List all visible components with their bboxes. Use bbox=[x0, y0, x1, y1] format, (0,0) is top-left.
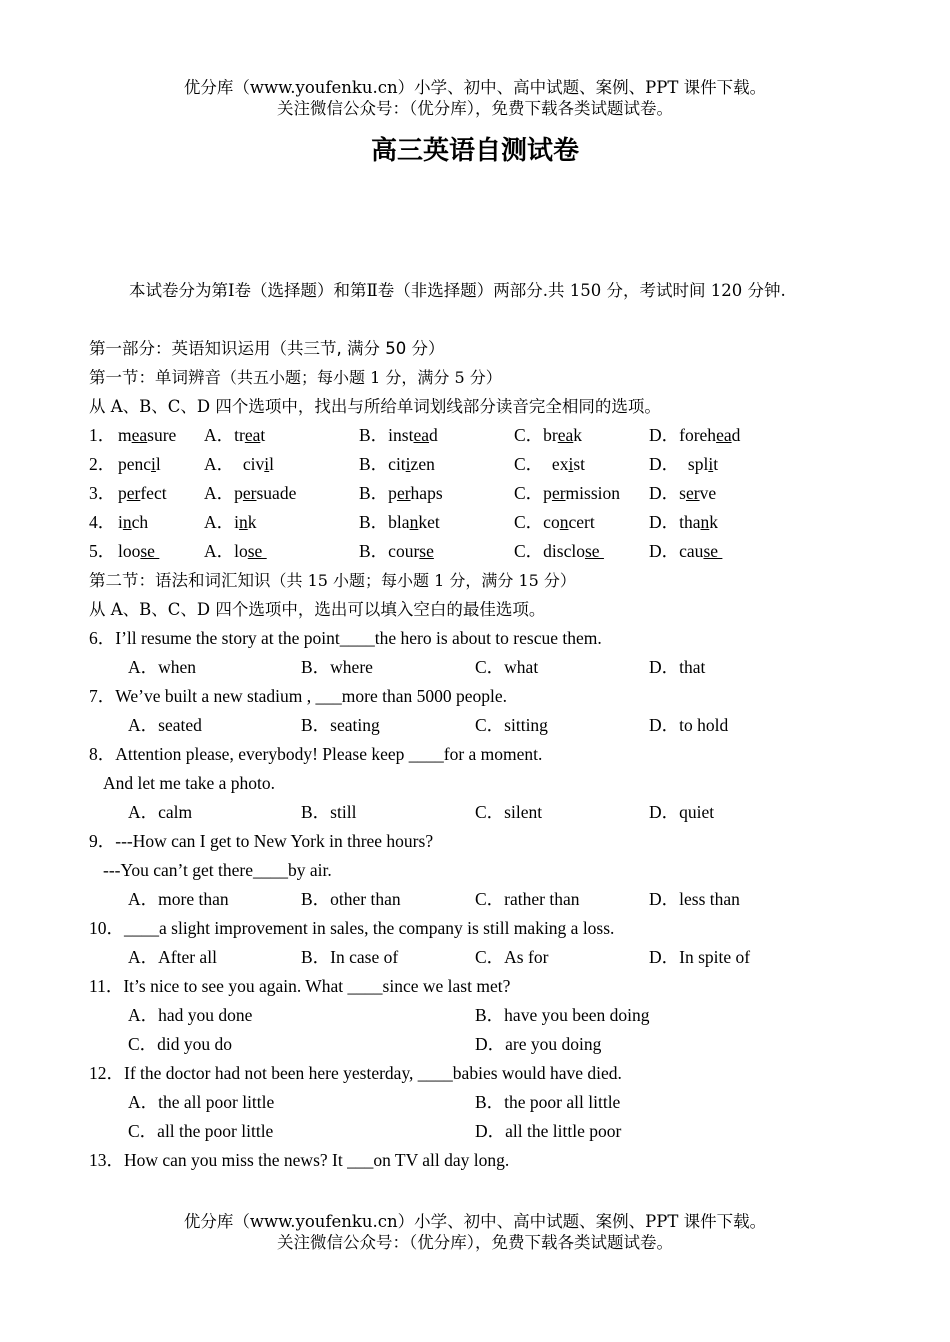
option-c: C．disclose bbox=[514, 541, 604, 561]
section1-detail: （共五小题；每小题 1 分，满分 5 分） bbox=[221, 368, 502, 387]
option-b: B．the poor all little bbox=[475, 1092, 621, 1112]
option-c: C．silent bbox=[475, 802, 543, 822]
option-c: C．all the poor little bbox=[128, 1121, 274, 1141]
question-stem: 12．If the doctor had not been here yesterday, ____babies would have died. bbox=[89, 1063, 622, 1083]
question-number: 2． bbox=[89, 454, 116, 474]
underlined-segment: ea bbox=[557, 425, 574, 445]
phonetics-questions bbox=[89, 421, 869, 566]
section2-title: 第二节：语法和词汇知识 bbox=[89, 571, 271, 590]
underlined-segment: n bbox=[700, 512, 710, 532]
option-a: A．lose bbox=[204, 541, 267, 561]
option-a: A．calm bbox=[128, 802, 193, 822]
question-stem-continued: ---You can’t get there____by air. bbox=[103, 860, 332, 880]
option-b: B．still bbox=[301, 802, 357, 822]
option-c: C．what bbox=[475, 657, 539, 677]
underlined-segment: n bbox=[409, 512, 419, 532]
option-a: A．more than bbox=[128, 889, 229, 909]
page-title: 高三英语自测试卷 bbox=[370, 136, 579, 166]
option-b: B．citizen bbox=[359, 454, 435, 474]
option-d: D．to hold bbox=[649, 715, 729, 735]
question-stem: 13．How can you miss the news? It ___on TV all day long. bbox=[89, 1150, 510, 1170]
underlined-segment: er bbox=[242, 483, 257, 503]
question-options-row2 bbox=[89, 1117, 869, 1146]
question-number: 1． bbox=[89, 425, 116, 445]
option-b: B．seating bbox=[301, 715, 380, 735]
option-b: B．In case of bbox=[301, 947, 399, 967]
underlined-segment: i bbox=[405, 454, 411, 474]
option-a: A．ink bbox=[204, 512, 257, 532]
question-word: perfect bbox=[118, 483, 167, 503]
exam-intro: 本试卷分为第Ⅰ卷（选择题）和第Ⅱ卷（非选择题）两部分.共 150 分，考试时间 120 分钟. bbox=[129, 281, 786, 300]
option-d: D．that bbox=[649, 657, 706, 677]
option-a: A．when bbox=[128, 657, 197, 677]
question-stem: 8．Attention please, everybody! Please keep ____for a moment. bbox=[89, 744, 543, 764]
question-stem-continued: And let me take a photo. bbox=[103, 773, 276, 793]
question-options-row1 bbox=[89, 1088, 869, 1117]
part1-heading: 第一部分：英语知识运用（共三节, 满分 50 分） bbox=[89, 339, 445, 358]
underlined-segment: n bbox=[122, 512, 132, 532]
option-d: D．serve bbox=[649, 483, 717, 503]
underlined-segment: ea bbox=[244, 425, 261, 445]
option-c: C．As for bbox=[475, 947, 549, 967]
section1-title: 第一节：单词辨音 bbox=[89, 368, 221, 387]
underlined-segment: se bbox=[247, 541, 267, 561]
option-d: D．thank bbox=[649, 512, 719, 532]
underlined-segment: ea bbox=[131, 425, 148, 445]
section1-heading bbox=[89, 363, 869, 392]
option-c: C． exist bbox=[514, 454, 586, 474]
option-b: B．blanket bbox=[359, 512, 440, 532]
underlined-segment: n bbox=[559, 512, 569, 532]
section2-heading bbox=[89, 566, 869, 595]
question-options bbox=[89, 653, 869, 682]
underlined-segment: n bbox=[239, 512, 248, 532]
option-a: A．the all poor little bbox=[128, 1092, 275, 1112]
question-stem: 10．____a slight improvement in sales, the company is still making a loss. bbox=[89, 918, 615, 938]
site-header-line2: 关注微信公众号：（优分库），免费下载各类试题试卷。 bbox=[277, 99, 673, 118]
option-d: D．quiet bbox=[649, 802, 715, 822]
option-a: A． civil bbox=[204, 454, 275, 474]
underlined-segment: er bbox=[396, 483, 411, 503]
question-number: 3． bbox=[89, 483, 116, 503]
phonetics-question-5 bbox=[89, 537, 869, 566]
question-options bbox=[89, 798, 869, 827]
option-c: C．sitting bbox=[475, 715, 548, 735]
question-word: loose bbox=[118, 541, 160, 561]
option-a: A．After all bbox=[128, 947, 217, 967]
underlined-segment: er bbox=[551, 483, 566, 503]
underlined-segment: ea bbox=[413, 425, 430, 445]
underlined-segment: se bbox=[419, 541, 434, 561]
question-stem: 6．I’ll resume the story at the point____the hero is about to rescue them. bbox=[89, 628, 602, 648]
option-c: C．rather than bbox=[475, 889, 580, 909]
option-b: B．where bbox=[301, 657, 373, 677]
underlined-segment: i bbox=[708, 454, 714, 474]
section2-instruction: 从 A、B、C、D 四个选项中，选出可以填入空白的最佳选项。 bbox=[89, 600, 546, 619]
question-number: 5． bbox=[89, 541, 116, 561]
exam-content bbox=[89, 276, 869, 1175]
option-d: D． split bbox=[649, 454, 719, 474]
underlined-segment: er bbox=[685, 483, 700, 503]
question-stem: 7．We’ve built a new stadium , ___more than 5000 people. bbox=[89, 686, 508, 706]
option-d: D．are you doing bbox=[475, 1034, 602, 1054]
phonetics-question-4 bbox=[89, 508, 869, 537]
option-d: D．In spite of bbox=[649, 947, 751, 967]
option-b: B．other than bbox=[301, 889, 401, 909]
option-b: B．course bbox=[359, 541, 434, 561]
site-header-line1: 优分库（www.youfenku.cn）小学、初中、高中试题、案例、PPT 课件下载。 bbox=[183, 78, 767, 97]
underlined-segment: i bbox=[264, 454, 270, 474]
question-word: pencil bbox=[118, 454, 161, 474]
question-options bbox=[89, 885, 869, 914]
underlined-segment: se bbox=[703, 541, 723, 561]
question-word: measure bbox=[118, 425, 177, 445]
option-b: B．have you been doing bbox=[475, 1005, 650, 1025]
option-a: A．seated bbox=[128, 715, 202, 735]
section2-detail: （共 15 小题；每小题 1 分，满分 15 分） bbox=[270, 571, 576, 590]
option-c: C．permission bbox=[514, 483, 621, 503]
phonetics-question-1 bbox=[89, 421, 869, 450]
option-d: D．forehead bbox=[649, 425, 741, 445]
option-d: D．less than bbox=[649, 889, 740, 909]
underlined-segment: er bbox=[126, 483, 141, 503]
question-stem: 11．It’s nice to see you again. What ____since we last met? bbox=[89, 976, 511, 996]
underlined-segment: ea bbox=[716, 425, 732, 445]
phonetics-question-2 bbox=[89, 450, 869, 479]
option-c: C．concert bbox=[514, 512, 595, 532]
question-number: 4． bbox=[89, 512, 116, 532]
question-options-row2 bbox=[89, 1030, 869, 1059]
option-c: C．did you do bbox=[128, 1034, 233, 1054]
section1-instruction: 从 A、B、C、D 四个选项中，找出与所给单词划线部分读音完全相同的选项。 bbox=[89, 397, 661, 416]
option-a: A．persuade bbox=[204, 483, 297, 503]
option-b: B．instead bbox=[359, 425, 438, 445]
option-d: D．cause bbox=[649, 541, 723, 561]
question-options-row1 bbox=[89, 1001, 869, 1030]
option-c: C．break bbox=[514, 425, 583, 445]
phonetics-question-3 bbox=[89, 479, 869, 508]
underlined-segment: se bbox=[584, 541, 604, 561]
site-footer-line2: 关注微信公众号：（优分库），免费下载各类试题试卷。 bbox=[277, 1233, 673, 1252]
option-a: A．had you done bbox=[128, 1005, 253, 1025]
question-options bbox=[89, 711, 869, 740]
underlined-segment: i bbox=[151, 454, 156, 474]
question-word: inch bbox=[118, 512, 149, 532]
question-stem: 9．---How can I get to New York in three hours? bbox=[89, 831, 434, 851]
option-d: D．all the little poor bbox=[475, 1121, 622, 1141]
option-b: B．perhaps bbox=[359, 483, 443, 503]
option-a: A．treat bbox=[204, 425, 266, 445]
question-options bbox=[89, 943, 869, 972]
site-footer-line1: 优分库（www.youfenku.cn）小学、初中、高中试题、案例、PPT 课件下载。 bbox=[183, 1212, 767, 1231]
underlined-segment: i bbox=[568, 454, 574, 474]
underlined-segment: se bbox=[140, 541, 160, 561]
